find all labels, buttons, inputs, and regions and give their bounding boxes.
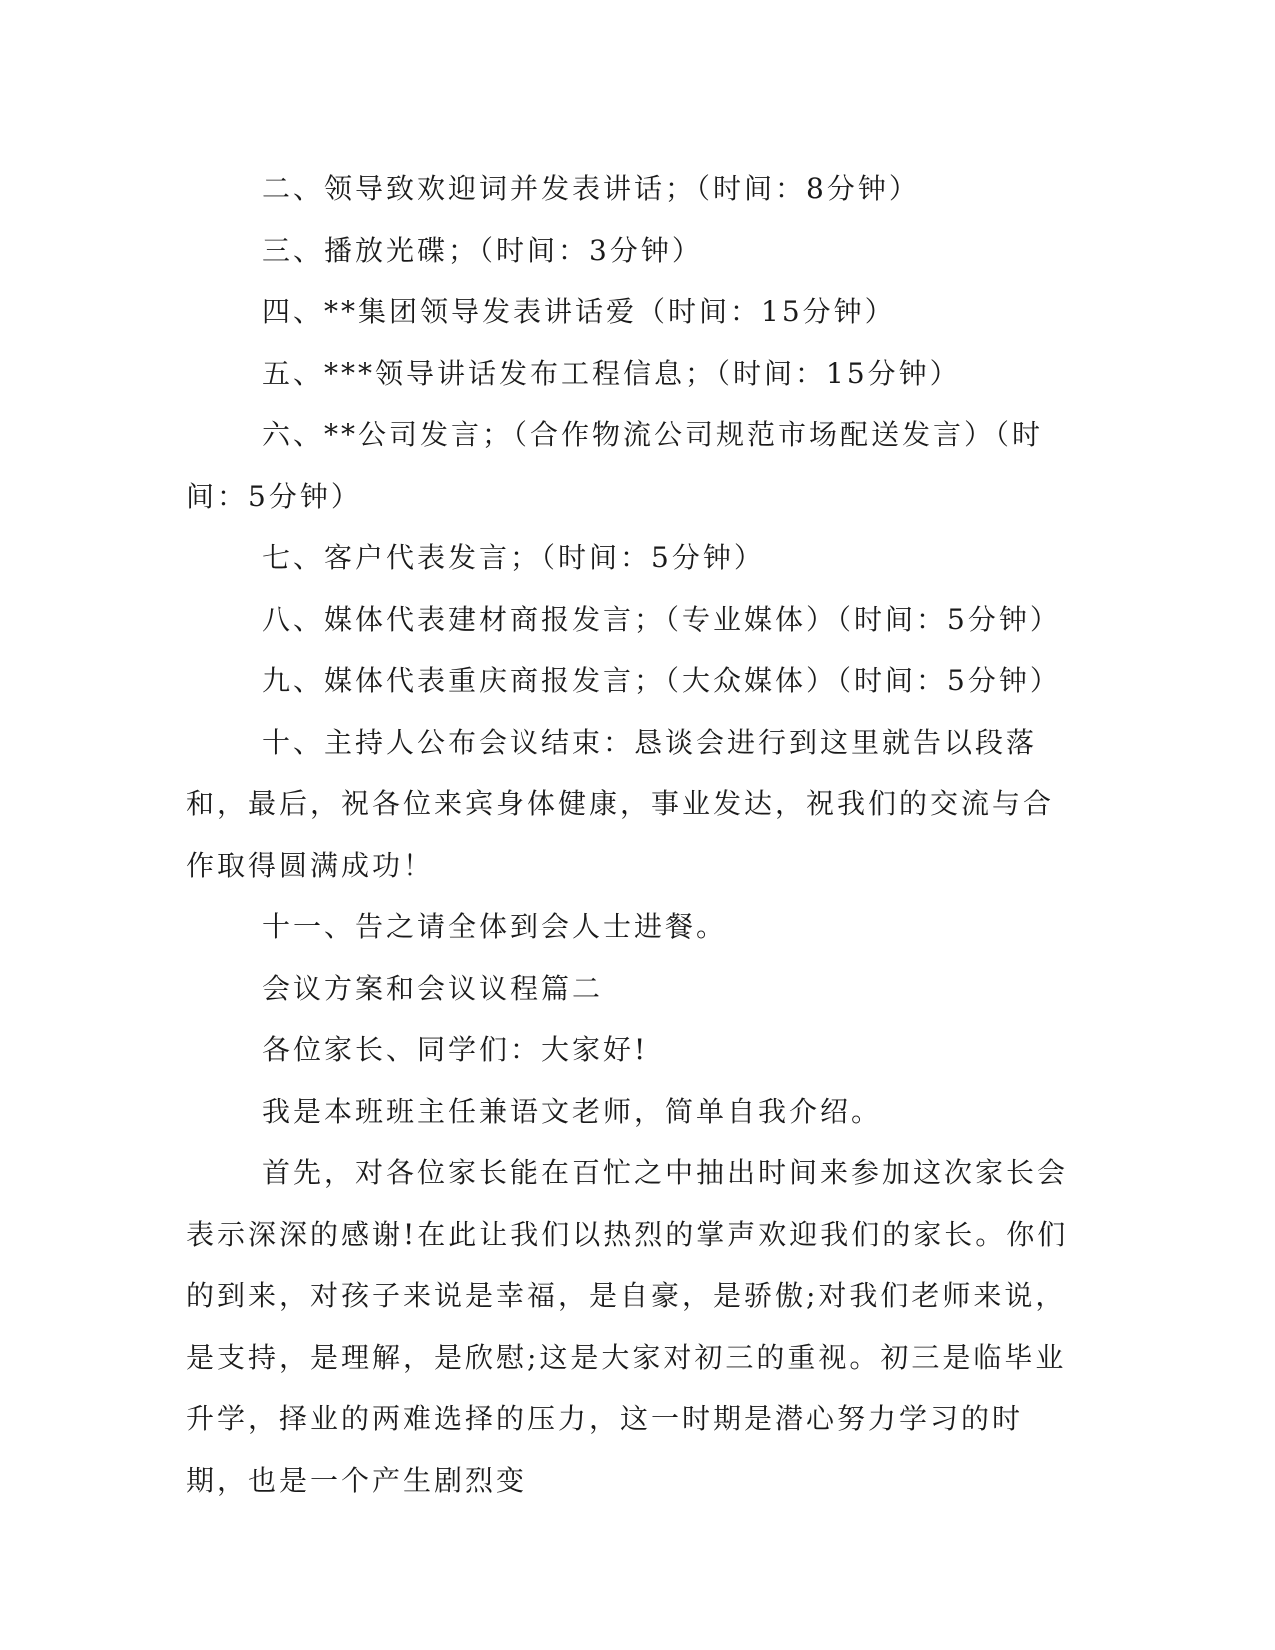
agenda-item-5: 五、***领导讲话发布工程信息；（时间：15分钟）	[262, 356, 961, 390]
agenda-item-8: 八、媒体代表建材商报发言；（专业媒体）（时间：5分钟）	[262, 602, 1061, 636]
greeting: 各位家长、同学们：大家好!	[262, 1033, 649, 1066]
agenda-item-9: 九、媒体代表重庆商报发言；（大众媒体）（时间：5分钟）	[262, 664, 1061, 697]
agenda-item-7: 七、客户代表发言；（时间：5分钟）	[262, 541, 765, 574]
self-introduction: 我是本班班主任兼语文老师，简单自我介绍。	[262, 1094, 883, 1128]
agenda-item-11: 十一、告之请全体到会人士进餐。	[262, 910, 728, 943]
section-heading: 会议方案和会议议程篇二	[262, 971, 604, 1005]
agenda-item-6: 六、**公司发言；（合作物流公司规范市场配送发言）（时间：5分钟）	[186, 418, 1044, 513]
agenda-item-4: 四、**集团领导发表讲话爱（时间：15分钟）	[262, 295, 896, 328]
body-paragraph: 首先，对各位家长能在百忙之中抽出时间来参加这次家长会表示深深的感谢!在此让我们以热烈的掌声欢迎我们的家长。你们的到来，对孩子来说是幸福，是自豪，是骄傲;对我们老师来说，是支持，是理解，是欣慰;这是大家对初三的重视。初三是临毕业升学，择业的两难选择的压力，这一时期是潜心努力学习的时期，也是一个产生剧烈变	[186, 1156, 1069, 1497]
document-body	[186, 158, 1078, 1511]
agenda-item-3: 三、播放光碟；（时间：3分钟）	[262, 233, 703, 267]
agenda-item-10: 十、主持人公布会议结束：恳谈会进行到这里就告以段落和，最后，祝各位来宾身体健康，事业发达，祝我们的交流与合作取得圆满成功！	[186, 725, 1055, 882]
agenda-item-2: 二、领导致欢迎词并发表讲话；（时间：8分钟）	[262, 172, 920, 205]
